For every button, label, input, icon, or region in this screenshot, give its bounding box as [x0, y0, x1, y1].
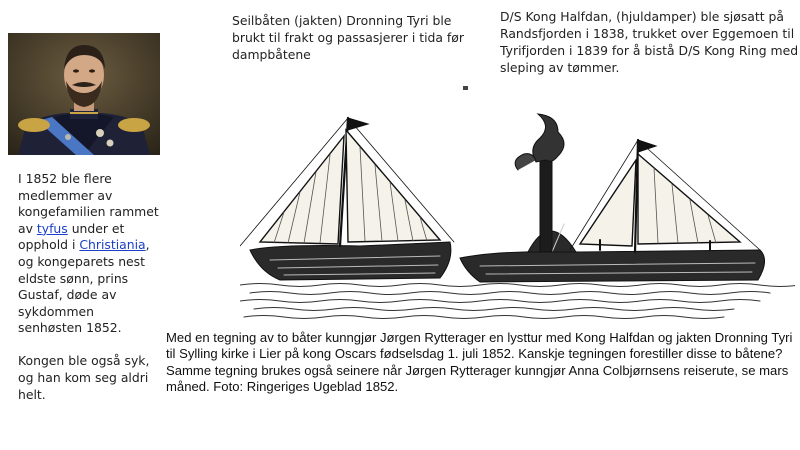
sailboat-caption: Seilbåten (jakten) Dronning Tyri ble brukt til frakt og passasjerer i tida før dampbåtene — [232, 13, 464, 62]
sailboat-and-steamer-icon — [240, 100, 795, 325]
king-portrait-image — [8, 33, 160, 155]
link-tyfus[interactable]: tyfus — [36, 220, 68, 236]
text-fragment: , og kongeparets nest eldste sønn, prins Gustaf, døde av sykdommen senhøsten 1852. — [18, 237, 150, 336]
biography-paragraph-1 — [18, 171, 160, 337]
biography-paragraph-2: Kongen ble også syk, og han kom seg aldri helt. — [18, 353, 150, 402]
biography-text — [18, 171, 160, 420]
text-fragment: I 1852 ble flere medlemmer av kongefamilien rammet av — [18, 171, 159, 236]
portrait-painting-icon — [8, 33, 160, 155]
text-fragment: under et opphold i — [18, 220, 125, 253]
stray-mark — [463, 86, 468, 90]
newspaper-caption: Med en tegning av to båter kunngjør Jørgen Rytterager en lysttur med Kong Halfdan og jakten Dronning Tyri til Sylling kirke i Lier på kong Oscars fødselsdag 1. juli 1852. Kanskje tegningen forestiller disse to båtene? Samme tegning brukes også seinere når Jørgen Rytterager kunngjør Anna Colbjørnsens reiserute, se mars måned. Foto: Ringeriges Ugeblad 1852. — [166, 330, 793, 394]
steamer-caption: D/S Kong Halfdan, (hjuldamper) ble sjøsatt på Randsfjorden i 1838, trukket over Eggemoen til Tyrifjorden i 1839 for å bistå D/S Kong Ring med sleping av tømmer. — [500, 9, 799, 75]
link-christiania[interactable]: Christiania — [79, 237, 146, 253]
boats-engraving — [240, 100, 795, 325]
